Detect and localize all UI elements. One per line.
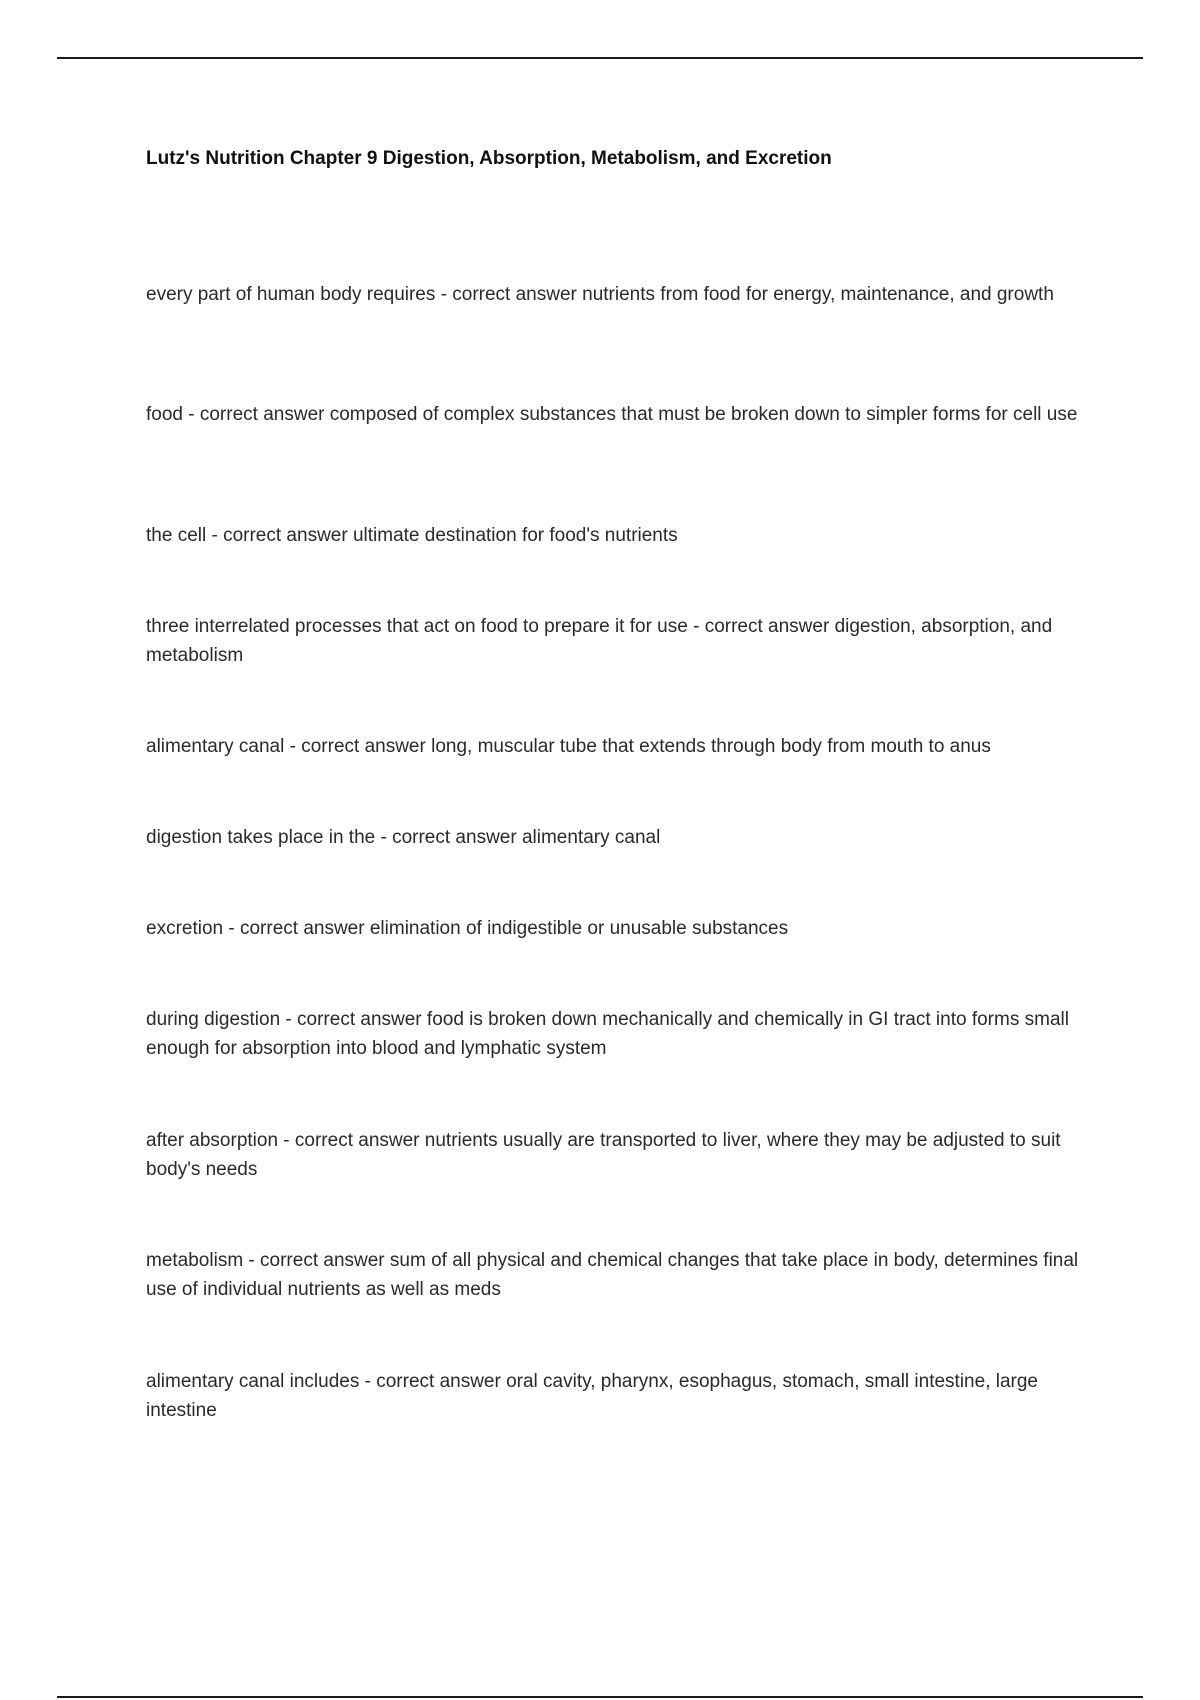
bottom-divider	[57, 1696, 1143, 1698]
flashcard-entry: the cell - correct answer ultimate destination for food's nutrients	[146, 525, 678, 546]
document-title: Lutz's Nutrition Chapter 9 Digestion, Absorption, Metabolism, and Excretion	[146, 148, 832, 169]
flashcard-entry: during digestion - correct answer food is broken down mechanically and chemically in GI tract into forms small enough for absorption into blood and lymphatic system	[146, 1009, 1069, 1059]
flashcard-entry: after absorption - correct answer nutrients usually are transported to liver, where they may be adjusted to suit body's needs	[146, 1130, 1061, 1180]
flashcard-entry: alimentary canal - correct answer long, muscular tube that extends through body from mouth to anus	[146, 736, 991, 757]
flashcard-entry: food - correct answer composed of complex substances that must be broken down to simpler forms for cell use	[146, 404, 1078, 425]
flashcard-entry: excretion - correct answer elimination of indigestible or unusable substances	[146, 918, 789, 939]
top-divider	[57, 57, 1143, 59]
flashcard-entry: three interrelated processes that act on food to prepare it for use - correct answer digestion, absorption, and metabolism	[146, 616, 1053, 666]
flashcard-entry: metabolism - correct answer sum of all physical and chemical changes that take place in body, determines final use of individual nutrients as well as meds	[146, 1250, 1079, 1300]
flashcard-entry: every part of human body requires - correct answer nutrients from food for energy, maintenance, and growth	[146, 284, 1054, 305]
flashcard-entry: digestion takes place in the - correct answer alimentary canal	[146, 827, 661, 848]
flashcard-entry: alimentary canal includes - correct answer oral cavity, pharynx, esophagus, stomach, small intestine, large intestine	[146, 1371, 1038, 1421]
